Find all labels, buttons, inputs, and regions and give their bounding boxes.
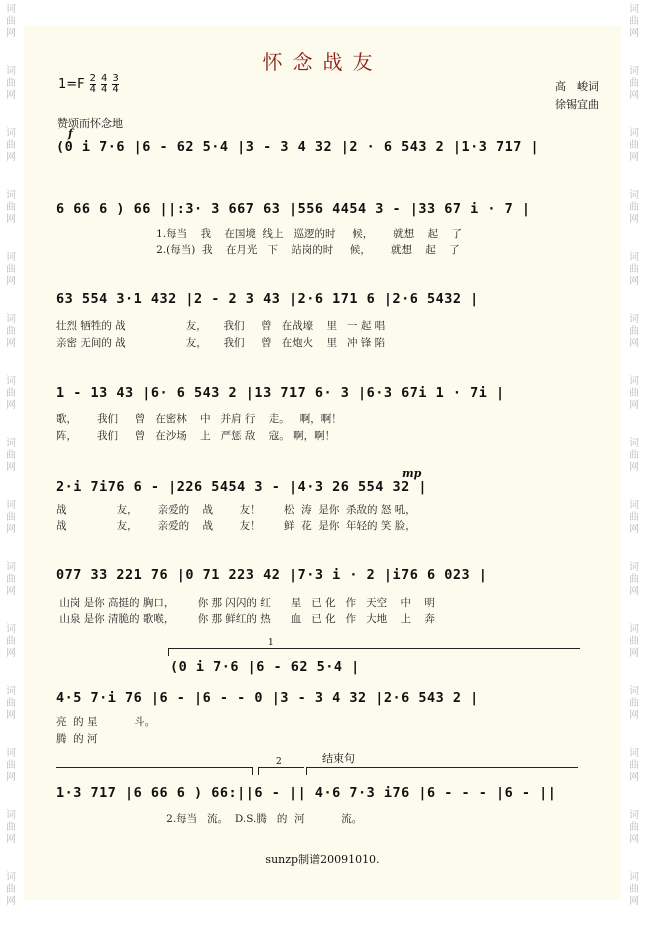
watermark-mark: 词 曲 网 [629, 872, 639, 907]
watermark-mark: 词 曲 网 [6, 624, 16, 659]
lyric-line-2b: 2.(每当) 我 在月光 下 站岗的时 候， 就想 起 了 [56, 244, 460, 256]
notation-line-6: 077 33 221 76 |0 71 223 42 |7·3 i · 2 |i76 6 023 | [56, 567, 488, 583]
lyricist-credit: 高 峻词 [555, 80, 599, 93]
watermark-mark: 词 曲 网 [629, 190, 639, 225]
score-sheet [24, 26, 621, 900]
volta-2-label: 2 [276, 757, 282, 767]
watermark-mark: 词 曲 网 [6, 748, 16, 783]
ending-line-left [56, 767, 252, 768]
watermark-mark: 词 曲 网 [6, 686, 16, 721]
volta-1-tick [168, 648, 169, 656]
watermark-mark: 词 曲 网 [629, 500, 639, 535]
meter-4-4: $\frac{4}{4}$ [101, 73, 108, 95]
left-watermark-strip [0, 0, 22, 927]
notation-line-4: 1 - 13 43 |6· 6 543 2 |13 717 6· 3 |6·3 67i 1 · 7i | [56, 385, 505, 401]
notation-line-7-prefix: (0 i 7·6 |6 - 62 5·4 | [170, 659, 360, 675]
watermark-mark: 词 曲 网 [6, 438, 16, 473]
watermark-mark: 词 曲 网 [629, 314, 639, 349]
watermark-mark: 词 曲 网 [629, 128, 639, 163]
right-watermark-strip [623, 0, 645, 927]
notation-line-2: 6 66 6 ) 66 ||:3· 3 667 63 |556 4454 3 - |33 67 i · 7 | [56, 201, 531, 217]
dynamic-forte: f [68, 127, 73, 140]
notation-line-1: (0 i 7·6 |6 - 62 5·4 |3 - 3 4 32 |2 · 6 543 2 |1·3 717 | [56, 139, 540, 155]
lyric-line-7b: 腾 的 河 [56, 733, 98, 745]
tempo-marking: 赞颂而怀念地 [57, 117, 123, 130]
watermark-mark: 词 曲 网 [629, 252, 639, 287]
volta-1-line [168, 648, 580, 649]
watermark-mark: 词 曲 网 [629, 66, 639, 101]
notation-line-3: 63 554 3·1 432 |2 - 2 3 43 |2·6 171 6 |2·6 5432 | [56, 291, 479, 307]
watermark-mark: 词 曲 网 [629, 624, 639, 659]
watermark-mark: 词 曲 网 [629, 438, 639, 473]
lyric-line-6a: 山岗 是你 高挺的 胸口， 你 那 闪闪的 红 星 已 化 作 天空 中 明 [56, 597, 435, 609]
watermark-mark: 词 曲 网 [629, 686, 639, 721]
watermark-mark: 词 曲 网 [629, 376, 639, 411]
notation-line-7: 4·5 7·i 76 |6 - |6 - - 0 |3 - 3 4 32 |2·6 543 2 | [56, 690, 479, 706]
lyric-line-3b: 亲密 无间的 战 友， 我们 曾 在炮火 里 冲 锋 陷 [56, 337, 386, 349]
lyric-line-4b: 阵， 我们 曾 在沙场 上 严惩 敌 寇。 啊，啊！ [56, 430, 336, 442]
watermark-mark: 词 曲 网 [629, 562, 639, 597]
footer-credit: sunzp制谱20091010. [265, 853, 380, 866]
watermark-mark: 词 曲 网 [6, 314, 16, 349]
watermark-mark: 词 曲 网 [6, 562, 16, 597]
notation-line-8: 1·3 717 |6 66 6 ) 66:||6 - || 4·6 7·3 i76 |6 - - - |6 - || [56, 785, 557, 801]
ending-line-right [306, 767, 578, 768]
volta-2-tick [258, 767, 259, 775]
watermark-mark: 词 曲 网 [6, 500, 16, 535]
ending-label: 结束句 [322, 752, 355, 765]
watermark-mark: 词 曲 网 [6, 252, 16, 287]
watermark-mark: 词 曲 网 [6, 872, 16, 907]
lyric-line-6b: 山泉 是你 清脆的 歌喉， 你 那 鲜红的 热 血 已 化 作 大地 上 奔 [56, 613, 435, 625]
key-prefix: 1=F [58, 77, 85, 92]
watermark-mark: 词 曲 网 [629, 4, 639, 39]
watermark-mark: 词 曲 网 [6, 376, 16, 411]
meter-2-4: $\frac{2}{4}$ [89, 73, 97, 95]
watermark-mark: 词 曲 网 [6, 190, 16, 225]
lyric-line-7a: 亮 的 星 斗。 [56, 716, 156, 728]
watermark-mark: 词 曲 网 [629, 810, 639, 845]
notation-line-5: 2·i 7i76 6 - |226 5454 3 - |4·3 26 554 32 | [56, 479, 427, 495]
meter-3-4: $\frac{3}{4}$ [112, 73, 119, 95]
volta-1-label: 1 [268, 638, 274, 648]
song-title: 怀念战友 [262, 50, 383, 74]
composer-credit: 徐锡宜曲 [555, 98, 599, 111]
volta-2-line [258, 767, 304, 768]
lyric-line-5a: 战 友， 亲爱的 战 友！ 松 涛 是你 杀敌的 怒 吼， [56, 504, 416, 516]
lyric-line-4a: 歌， 我们 曾 在密林 中 并肩 行 走。 啊，啊！ [56, 413, 342, 425]
key-signature [58, 74, 119, 95]
ending-right-tick [306, 767, 307, 775]
watermark-mark: 词 曲 网 [6, 66, 16, 101]
watermark-mark: 词 曲 网 [6, 4, 16, 39]
lyric-line-8a: 2.每当 流。 D.S.腾 的 河 流。 [56, 813, 363, 825]
dynamic-mezzo-piano: mp [402, 467, 422, 480]
watermark-mark: 词 曲 网 [629, 748, 639, 783]
watermark-mark: 词 曲 网 [6, 810, 16, 845]
lyric-line-3a: 壮烈 牺牲的 战 友， 我们 曾 在战壕 里 一 起 唱 [56, 320, 386, 332]
watermark-mark: 词 曲 网 [6, 128, 16, 163]
ending-left-tick [252, 767, 253, 775]
lyric-line-2a: 1.每当 我 在国境 线上 巡逻的时 候， 就想 起 了 [56, 228, 462, 240]
lyric-line-5b: 战 友， 亲爱的 战 友！ 鲜 花 是你 年轻的 笑 脸， [56, 520, 416, 532]
